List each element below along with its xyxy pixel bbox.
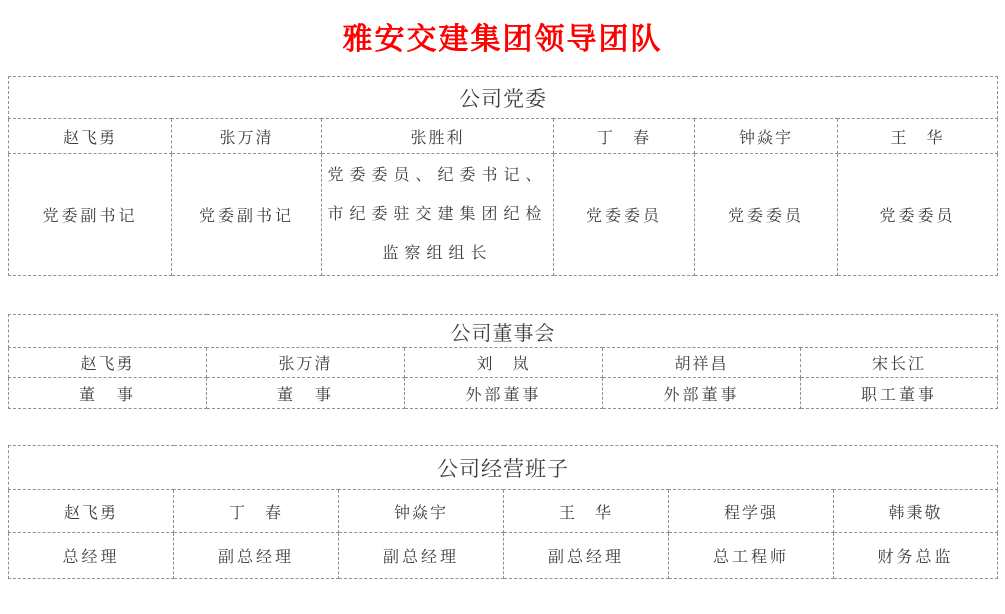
member-position-cell: 外部董事	[603, 378, 801, 409]
member-position-cell: 党委委员	[695, 154, 838, 276]
table-title: 公司党委	[9, 77, 998, 119]
member-name-cell: 赵飞勇	[9, 490, 174, 533]
member-name-cell: 张万清	[172, 119, 322, 154]
table-title: 公司董事会	[9, 315, 998, 348]
member-position-cell: 财务总监	[834, 533, 998, 579]
positions-row	[9, 533, 998, 579]
member-name-cell: 王 华	[504, 490, 669, 533]
positions-row	[9, 154, 998, 276]
names-row	[9, 490, 998, 533]
member-position-cell: 董 事	[207, 378, 405, 409]
table-header-row	[9, 446, 998, 490]
member-name-cell: 钟焱宇	[695, 119, 838, 154]
member-name-cell: 赵飞勇	[9, 119, 172, 154]
names-row	[9, 119, 998, 154]
member-name-cell: 刘 岚	[405, 348, 603, 378]
member-position-cell: 党委委员	[838, 154, 998, 276]
member-name-cell: 胡祥昌	[603, 348, 801, 378]
table-header-row	[9, 77, 998, 119]
member-name-cell: 程学强	[669, 490, 834, 533]
member-position-cell: 副总经理	[339, 533, 504, 579]
member-name-cell: 王 华	[838, 119, 998, 154]
member-position-cell: 党委副书记	[9, 154, 172, 276]
member-position-cell: 党委委员、纪委书记、市纪委驻交建集团纪检监察组组长	[322, 154, 554, 276]
member-position-cell: 总经理	[9, 533, 174, 579]
party-committee-table	[8, 76, 998, 276]
member-name-cell: 赵飞勇	[9, 348, 207, 378]
board-of-directors-table	[8, 314, 998, 409]
member-position-cell: 职工董事	[801, 378, 998, 409]
names-row	[9, 348, 998, 378]
page-title: 雅安交建集团领导团队	[342, 23, 663, 56]
member-name-cell: 宋长江	[801, 348, 998, 378]
member-name-cell: 丁 春	[554, 119, 695, 154]
table-header-row	[9, 315, 998, 348]
document-page	[0, 14, 1005, 614]
member-name-cell: 张万清	[207, 348, 405, 378]
member-name-cell: 丁 春	[174, 490, 339, 533]
member-position-cell: 党委副书记	[172, 154, 322, 276]
table-title: 公司经营班子	[9, 446, 998, 490]
member-position-cell: 党委委员	[554, 154, 695, 276]
member-name-cell: 张胜利	[322, 119, 554, 154]
member-name-cell: 韩秉敬	[834, 490, 998, 533]
management-team-table	[8, 445, 998, 579]
member-position-cell: 总工程师	[669, 533, 834, 579]
member-position-cell: 副总经理	[504, 533, 669, 579]
member-position-cell: 外部董事	[405, 378, 603, 409]
member-name-cell: 钟焱宇	[339, 490, 504, 533]
member-position-cell: 副总经理	[174, 533, 339, 579]
positions-row	[9, 378, 998, 409]
member-position-cell: 董 事	[9, 378, 207, 409]
